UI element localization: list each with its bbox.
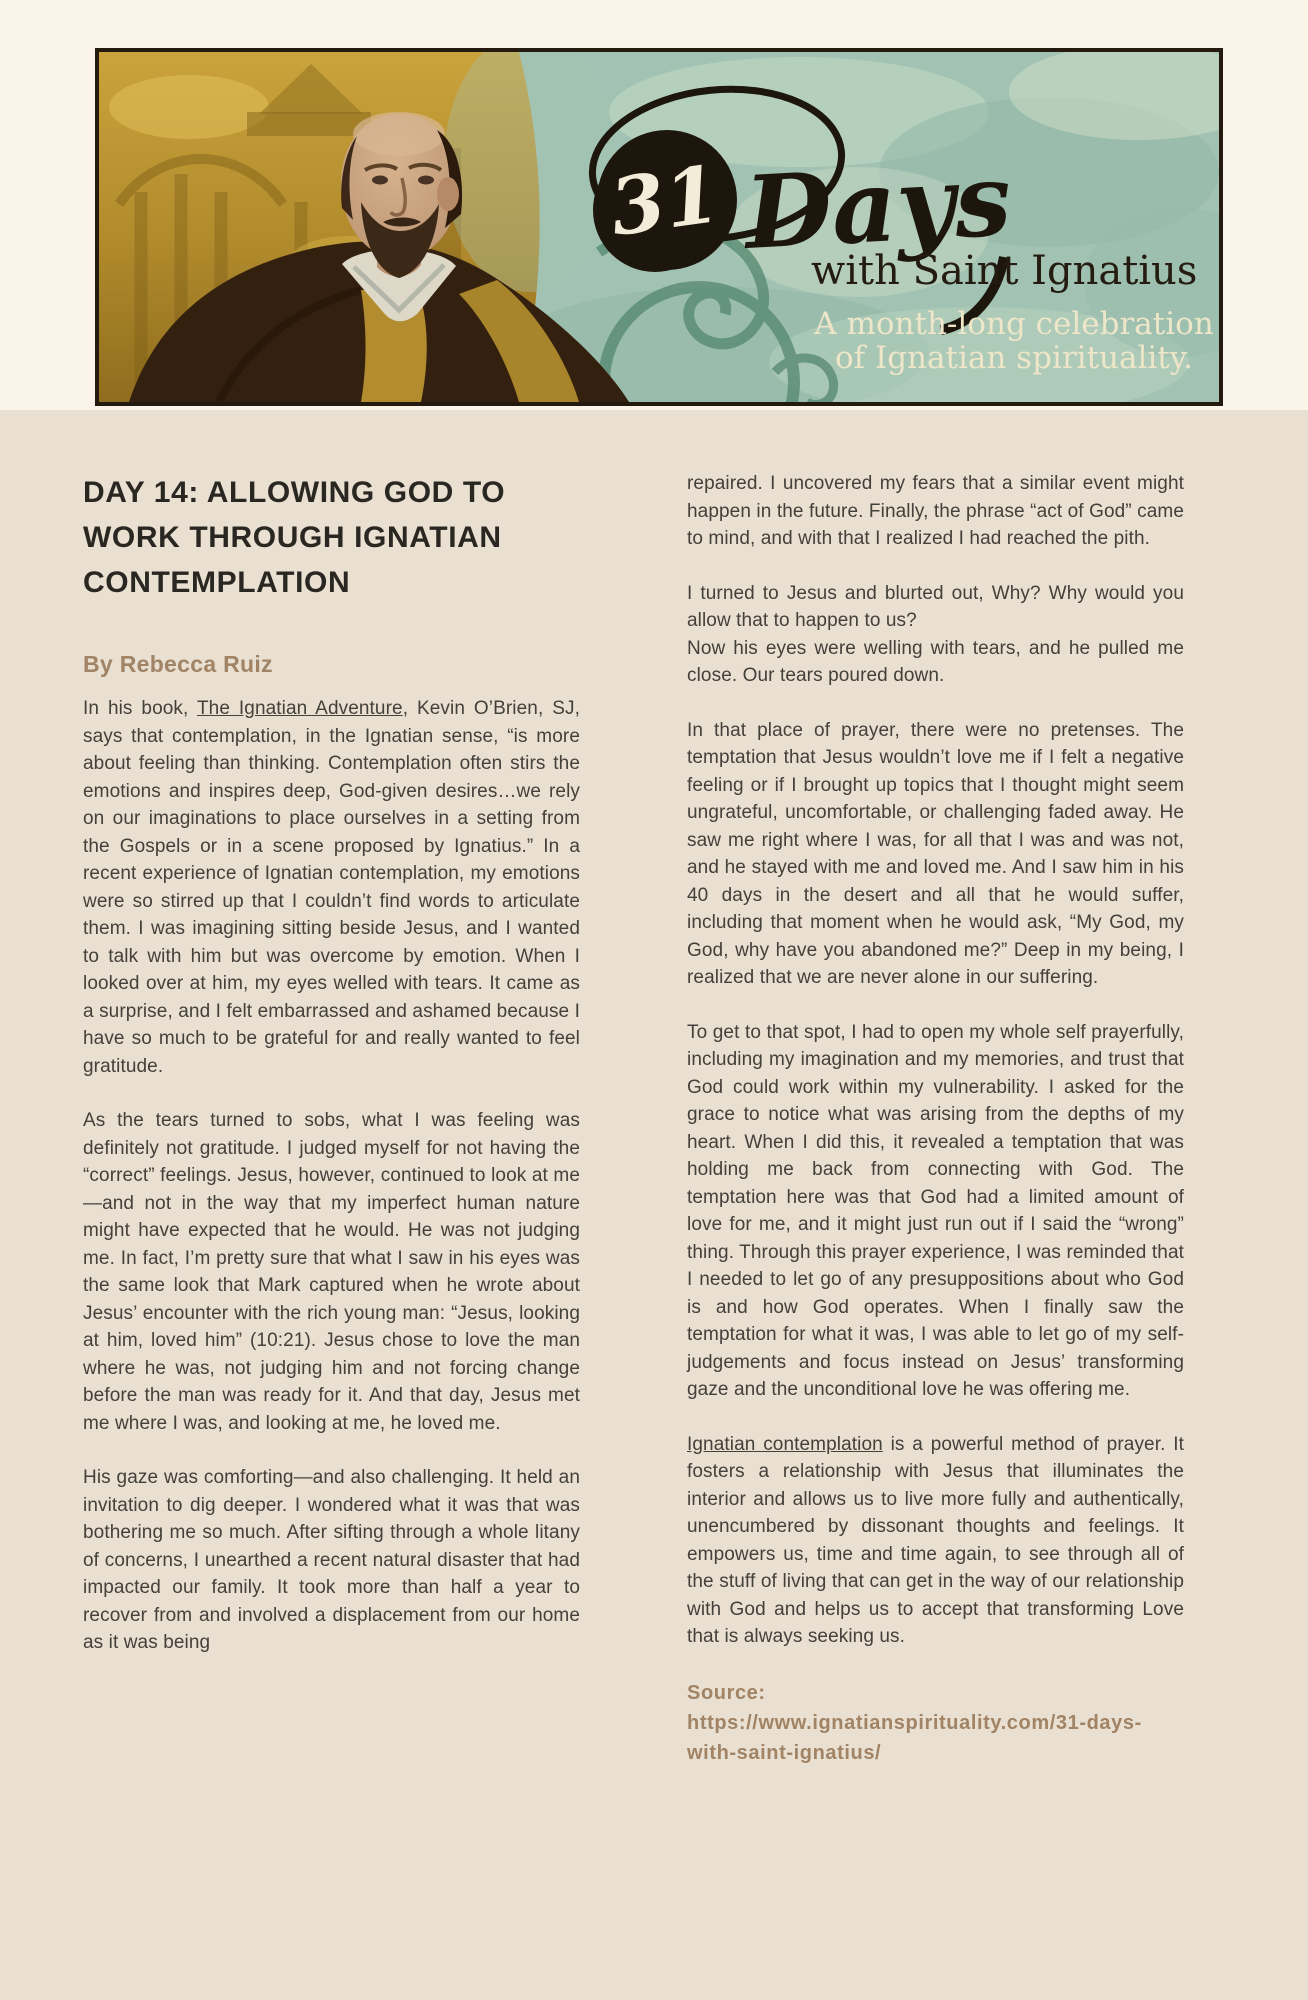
two-column-layout <box>83 470 1308 1768</box>
book-title-link[interactable]: The Ignatian Adventure <box>196 698 403 719</box>
right-column <box>687 470 1184 1768</box>
banner-tagline-line1: A month-long celebration <box>814 306 1214 342</box>
paragraph-5-line1: I turned to Jesus and blurted out, Why? Why would you allow that to happen to us? <box>687 582 1184 631</box>
banner-illustration <box>99 52 1219 402</box>
article-content <box>0 410 1308 2000</box>
paragraph-5 <box>687 580 1184 690</box>
paragraph-6: In that place of prayer, there were no pretenses. The temptation that Jesus wouldn’t love me if I felt a negative feeling or if I brought up topics that I thought might seem ungrateful, uncomfortable, or challenging faded away. He saw me right where I was, for all that I was and was not, and he stayed with me and loved me. And I saw him in his 40 days in the desert and all that he would suffer, including that moment when he would ask, “My God, my God, why have you abandoned me?” Deep in my being, I realized that we are never alone in our suffering. <box>687 719 1184 988</box>
paragraph-7: To get to that spot, I had to open my whole self prayerfully, including my imagination and my memories, and trust that God could work within my vulnerability. I asked for the grace to notice what was arising from the depths of my heart. When I did this, it revealed a temptation that was holding me back from connecting with God. The temptation here was that God had a limited amount of love for me, and it might just run out if I said the “wrong” thing. Through this prayer experience, I was reminded that I needed to let go of any presuppositions about who God is and how God operates. When I finally saw the temptation for what it was, I was able to let go of my self-judgements and focus instead on Jesus’ transforming gaze and the unconditional love he was offering me. <box>687 1021 1184 1400</box>
banner-image <box>95 48 1223 406</box>
banner-logo-subtitle: with Saint Ignatius <box>811 248 1198 294</box>
ignatian-contemplation-link[interactable]: Ignatian contemplation <box>687 1433 883 1455</box>
paragraph-4: repaired. I uncovered my fears that a similar event might happen in the future. Finally, the phrase “act of God” came to mind, and with that I realized I had reached the pith. <box>687 473 1184 549</box>
banner-tagline-line2: of Ignatian spirituality. <box>834 340 1194 376</box>
left-column <box>83 470 580 1768</box>
banner-logo-days: Days <box>742 140 1014 272</box>
source-url-link[interactable]: https://www.ignatianspirituality.com/31-days-with-saint-ignatius/ <box>687 1711 1142 1764</box>
paragraph-8 <box>687 1431 1184 1651</box>
page-title: DAY 14: ALLOWING GOD TO WORK THROUGH IGNATIAN CONTEMPLATION <box>83 476 506 599</box>
paragraph-3: His gaze was comforting—and also challenging. It held an invitation to dig deeper. I wondered what it was that was bothering me so much. After sifting through a whole litany of concerns, I unearthed a recent natural disaster that had impacted our family. It took more than half a year to recover from and involved a displacement from our home as it was being <box>83 1467 580 1653</box>
paragraph-5-line2: Now his eyes were welling with tears, and he pulled me close. Our tears poured down. <box>687 637 1184 686</box>
paragraph-1 <box>83 695 580 1080</box>
source-label: Source: <box>687 1681 766 1704</box>
paragraph-1-text-pre: In his book, <box>83 698 197 719</box>
paragraph-2: As the tears turned to sobs, what I was feeling was definitely not gratitude. I judged myself for not having the “correct” feelings. Jesus, however, continued to look at me—and not in the way that my imperfect human nature might have expected that he would. He was not judging me. In fact, I’m pretty sure that what I saw in his eyes was the same look that Mark captured when he wrote about Jesus’ encounter with the rich young man: “Jesus, looking at him, loved him” (10:21). Jesus chose to love the man where he was, not judging him and not forcing change before the man was ready for it. And that day, Jesus met me where I was, and looking at me, he loved me. <box>83 1110 580 1434</box>
banner-logo-number: 31 <box>604 148 726 255</box>
paragraph-1-text-post: , Kevin O’Brien, SJ, says that contemplation, in the Ignatian sense, “is more about feeling than thinking. Contemplation often stirs the emotions and inspires deep, God-given desires…we rely on our imaginations to place ourselves in a setting from the Gospels or in a scene proposed by Ignatius.” In a recent experience of Ignatian contemplation, my emotions were so stirred up that I couldn’t find words to articulate them. I was imagining sitting beside Jesus, and I wanted to talk with him but was overcome by emotion. When I looked over at him, my eyes welled with tears. It came as a surprise, and I felt embarrassed and ashamed because I have so much to be grateful for and really wanted to feel gratitude. <box>83 698 580 1077</box>
paragraph-8-text-post: is a powerful method of prayer. It fosters a relationship with Jesus that illuminates the interior and allows us to live more fully and authentically, unencumbered by dissonant thoughts and feelings. It empowers us, time and time again, to see through all of the stuff of living that can get in the way of our relationship with God and helps us to accept that transforming Love that is always seeking us. <box>687 1433 1185 1647</box>
source-block <box>687 1678 1184 1768</box>
byline: By Rebecca Ruiz <box>83 651 273 677</box>
